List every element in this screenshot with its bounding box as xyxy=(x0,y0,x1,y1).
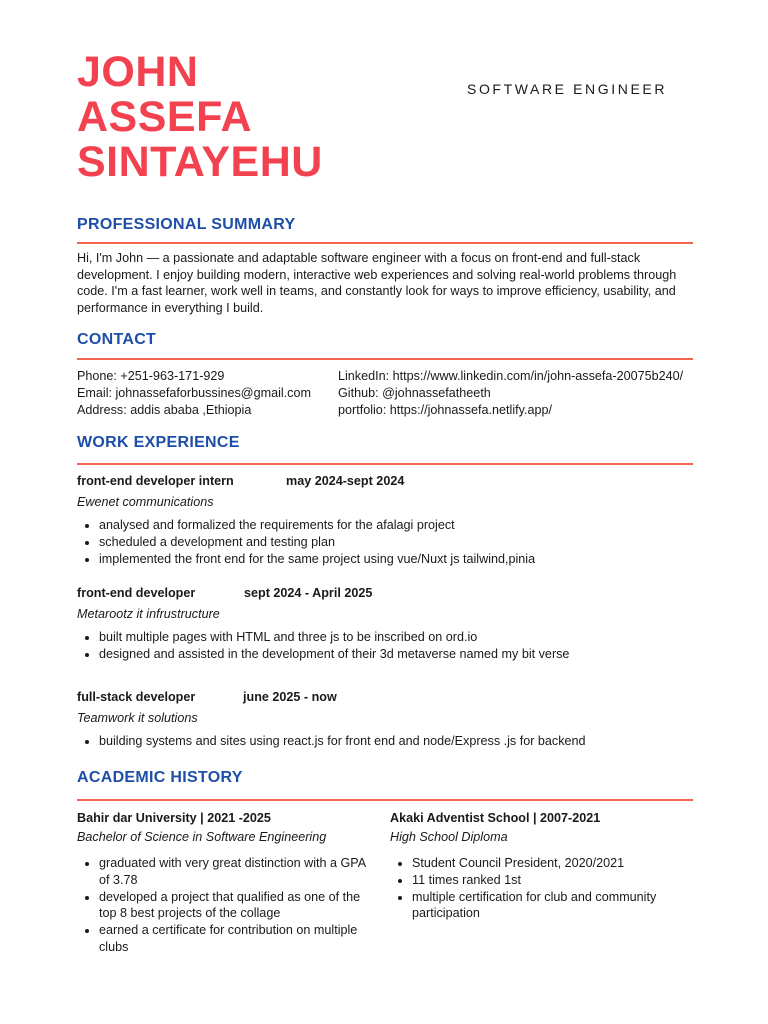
contact-phone[interactable]: Phone: +251-963-171-929 xyxy=(77,369,225,383)
job-header xyxy=(77,474,693,491)
experience-divider xyxy=(77,463,693,465)
job-bullet: • analysed and formalized the requirements for the afalagi project xyxy=(99,517,693,534)
contact-email[interactable]: Email: johnassefaforbussines@gmail.com xyxy=(77,385,311,400)
contact-portfolio-link[interactable]: portfolio: https://johnassefa.netlify.app/ xyxy=(338,402,552,417)
education-entry xyxy=(77,810,372,956)
education-bullet: • earned a certificate for contribution on multiple clubs xyxy=(99,922,372,956)
education-bullet: • multiple certification for club and community participation xyxy=(412,889,690,923)
job-bullets xyxy=(77,629,693,663)
job-dates: june 2025 - now xyxy=(243,690,337,704)
job-entry xyxy=(77,690,693,750)
contact-linkedin-link[interactable]: LinkedIn: https://www.linkedin.com/in/john-assefa-20075b240/ xyxy=(338,369,684,383)
job-header xyxy=(77,690,693,707)
job-bullet: • designed and assisted in the development of their 3d metaverse named my bit verse xyxy=(99,646,693,663)
job-bullets xyxy=(77,517,693,567)
name-line-last: SINTAYEHU xyxy=(77,138,323,186)
education-degree: High School Diploma xyxy=(390,830,508,844)
contact-right-column xyxy=(338,368,683,418)
job-role: front-end developer xyxy=(77,586,196,600)
education-divider xyxy=(77,799,693,801)
summary-heading: PROFESSIONAL SUMMARY xyxy=(77,216,296,233)
education-bullets xyxy=(77,855,372,956)
job-bullet: • built multiple pages with HTML and three js to be inscribed on ord.io xyxy=(99,629,693,646)
candidate-name xyxy=(77,50,323,185)
job-header xyxy=(77,586,693,603)
education-bullet: • developed a project that qualified as one of the top 8 best projects of the collage xyxy=(99,889,372,923)
summary-text: Hi, I'm John — a passionate and adaptable software engineer with a focus on front-end and full-stack development. I enjoy building modern, interactive web experiences and solving real-world problems through code. I'm a fast learner, work well in teams, and constantly look for ways to improve efficiency, usability, and performance in everything I build. xyxy=(77,251,677,315)
contact-heading: CONTACT xyxy=(77,331,157,348)
education-entry xyxy=(390,810,690,922)
education-heading: ACADEMIC HISTORY xyxy=(77,769,243,786)
name-line-first: JOHN xyxy=(77,48,199,96)
job-title: SOFTWARE ENGINEER xyxy=(467,81,668,97)
education-bullet: • Student Council President, 2020/2021 xyxy=(412,855,690,872)
job-role: front-end developer intern xyxy=(77,474,234,488)
education-school: Bahir dar University | 2021 -2025 xyxy=(77,811,271,825)
education-bullet: • 11 times ranked 1st xyxy=(412,872,690,889)
job-company: Ewenet communications xyxy=(77,495,214,509)
job-bullets xyxy=(77,733,693,750)
job-bullet: • building systems and sites using react.js for front end and node/Express .js for backend xyxy=(99,733,693,750)
contact-left-column xyxy=(77,368,311,418)
job-dates: sept 2024 - April 2025 xyxy=(244,586,373,600)
job-company: Teamwork it solutions xyxy=(77,711,198,725)
education-degree: Bachelor of Science in Software Engineering xyxy=(77,830,327,844)
education-school: Akaki Adventist School | 2007-2021 xyxy=(390,811,601,825)
job-bullet: • implemented the front end for the same project using vue/Nuxt js tailwind,pinia xyxy=(99,551,693,568)
contact-address: Address: addis ababa ,Ethiopia xyxy=(77,402,252,417)
job-dates: may 2024-sept 2024 xyxy=(286,474,405,488)
education-bullet: • graduated with very great distinction with a GPA of 3.78 xyxy=(99,855,372,889)
education-bullets xyxy=(390,855,690,922)
contact-divider xyxy=(77,358,693,360)
name-line-middle: ASSEFA xyxy=(77,93,253,141)
experience-heading: WORK EXPERIENCE xyxy=(77,434,240,451)
job-entry xyxy=(77,586,693,663)
job-entry xyxy=(77,474,693,567)
job-bullet: • scheduled a development and testing plan xyxy=(99,534,693,551)
contact-github-link[interactable]: Github: @johnassefatheeth xyxy=(338,385,491,400)
job-role: full-stack developer xyxy=(77,690,196,704)
summary-divider xyxy=(77,242,693,244)
job-company: Metarootz it infrustructure xyxy=(77,607,220,621)
